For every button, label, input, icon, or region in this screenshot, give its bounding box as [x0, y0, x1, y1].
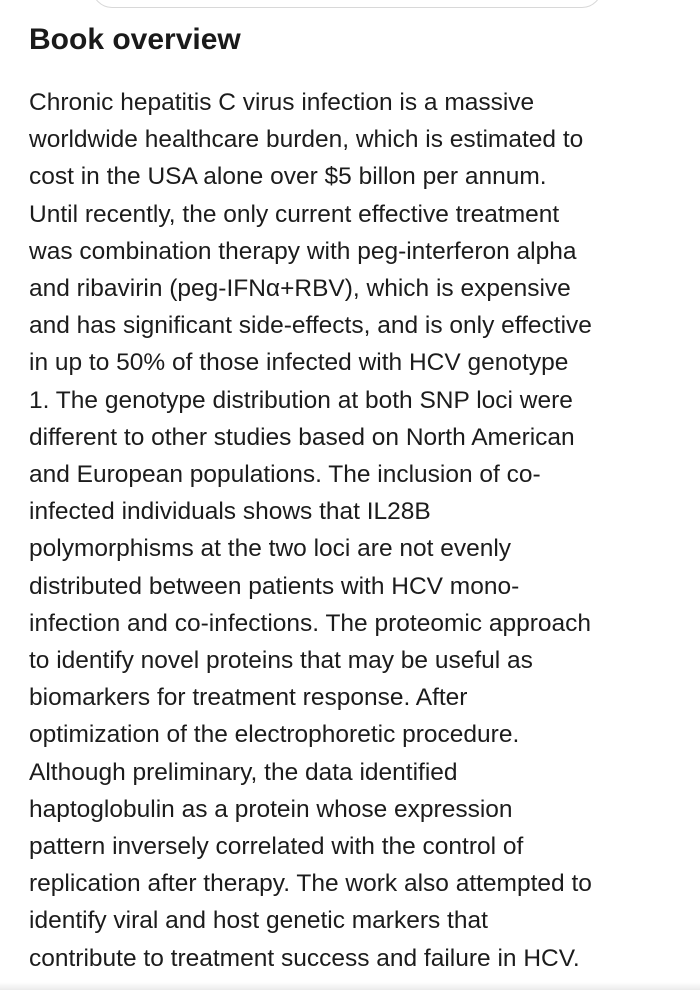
overview-line: replication after therapy. The work also attempted to	[29, 870, 592, 898]
bottom-shadow	[0, 982, 700, 990]
search-bar-edge[interactable]	[92, 0, 602, 8]
overview-line: identify viral and host genetic markers that	[29, 907, 488, 935]
overview-line: distributed between patients with HCV mono-	[29, 572, 520, 600]
overview-line: optimization of the electrophoretic procedure.	[29, 721, 520, 749]
overview-line: 1. The genotype distribution at both SNP loci were	[29, 386, 573, 414]
overview-line: infection and co-infections. The proteomic approach	[29, 609, 592, 637]
overview-line: infected individuals shows that IL28B	[29, 498, 431, 526]
overview-line: worldwide healthcare burden, which is estimated to	[29, 126, 584, 154]
overview-line: biomarkers for treatment response. After	[29, 684, 468, 712]
overview-line: pattern inversely correlated with the control of	[29, 833, 524, 861]
overview-line: haptoglobulin as a protein whose expression	[29, 795, 513, 823]
overview-line: and has significant side-effects, and is only effective	[29, 312, 592, 340]
overview-line: in up to 50% of those infected with HCV genotype	[29, 349, 569, 377]
overview-line: and ribavirin (peg-IFNα+RBV), which is expensive	[29, 275, 571, 303]
overview-line: Until recently, the only current effective treatment	[29, 200, 560, 228]
overview-line: was combination therapy with peg-interferon alpha	[29, 237, 577, 265]
overview-line: polymorphisms at the two loci are not evenly	[29, 535, 512, 563]
overview-line: different to other studies based on North American	[29, 423, 575, 451]
overview-line: Although preliminary, the data identified	[29, 758, 458, 786]
overview-line: and European populations. The inclusion of co-	[29, 461, 541, 489]
section-heading: Book overview	[29, 23, 241, 56]
book-overview-text	[29, 84, 684, 977]
overview-line: cost in the USA alone over $5 billon per annum.	[29, 163, 547, 191]
overview-line: contribute to treatment success and failure in HCV.	[29, 944, 580, 972]
overview-line: Chronic hepatitis C virus infection is a massive	[29, 89, 535, 116]
overview-line: to identify novel proteins that may be useful as	[29, 647, 533, 675]
